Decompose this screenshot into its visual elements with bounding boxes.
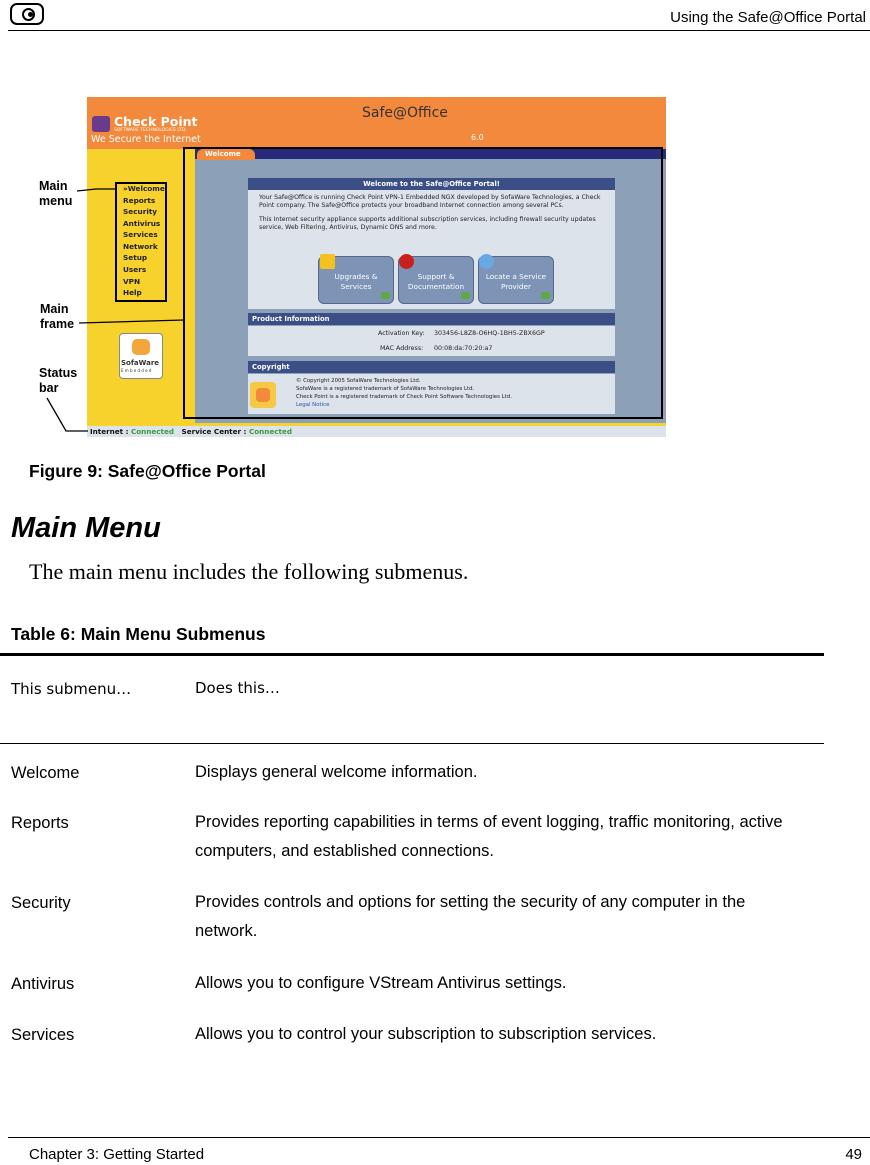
mac-address-label: MAC Address: bbox=[380, 345, 424, 352]
portal-brand: Check Point bbox=[114, 114, 198, 129]
portal-menu-item-services[interactable]: Services bbox=[123, 230, 158, 239]
welcome-paragraph-1: Your Safe@Office is running Check Point VPN-1 Embedded NGX developed by SofaWare Technologies, a Check Point company. The Safe@Office protects your broadband Internet connection among several PCs. bbox=[259, 194, 601, 209]
status-center-value: Connected bbox=[248, 427, 292, 436]
copyright-line: © Copyright 2005 SofaWare Technologies Ltd. bbox=[296, 378, 421, 384]
portal-status-bar bbox=[87, 426, 666, 437]
callout-main-menu: Main menu bbox=[39, 179, 73, 208]
table-row-desc: Allows you to configure VStream Antivirus settings. bbox=[195, 974, 567, 992]
welcome-panel-header: Welcome to the Safe@Office Portal! bbox=[248, 178, 615, 190]
footer-rule bbox=[8, 1137, 870, 1138]
table-row-name: Services bbox=[11, 1026, 75, 1044]
check-point-logo-icon bbox=[10, 3, 44, 25]
sofaware-logo-sub: E m b e d d e d bbox=[121, 368, 152, 373]
support-documentation-label: Support & Documentation bbox=[407, 272, 465, 291]
status-internet-label: Internet : bbox=[90, 427, 129, 436]
sofaware-logo-text: SofaWare bbox=[121, 359, 160, 367]
welcome-paragraph-2: This Internet security appliance supports additional subscription services, including firewall security updates service, Web Filtering, Antivirus, Dynamic DNS and more. bbox=[259, 216, 596, 231]
portal-menu-item-antivirus[interactable]: Antivirus bbox=[123, 219, 161, 228]
copyright-line: Check Point is a registered trademark of Check Point Software Technologies Ltd. bbox=[296, 394, 512, 400]
table-header-rule bbox=[0, 743, 824, 744]
table-row-desc: Allows you to control your subscription to subscription services. bbox=[195, 1025, 657, 1043]
check-point-brand-icon bbox=[92, 116, 110, 132]
portal-menu-item-network[interactable]: Network bbox=[123, 242, 158, 251]
status-center-label: Service Center : bbox=[181, 427, 247, 436]
portal-menu-item-vpn[interactable]: VPN bbox=[123, 277, 141, 286]
header-rule bbox=[8, 30, 870, 31]
portal-menu-item-users[interactable]: Users bbox=[123, 265, 147, 274]
copyright-line: SofaWare is a registered trademark of SofaWare Technologies Ltd. bbox=[296, 386, 475, 392]
copyright-header: Copyright bbox=[248, 361, 615, 373]
portal-menu-item-reports[interactable]: Reports bbox=[123, 196, 156, 205]
figure-caption: Figure 9: Safe@Office Portal bbox=[29, 461, 266, 481]
table-header-submenu: This submenu… bbox=[11, 680, 132, 698]
section-title: Main Menu bbox=[11, 512, 161, 544]
portal-menu-item-welcome[interactable]: »Welcome bbox=[123, 184, 165, 193]
portal-slogan: We Secure the Internet bbox=[91, 134, 201, 145]
portal-menu-item-help[interactable]: Help bbox=[123, 288, 142, 297]
table-row-desc: Displays general welcome information. bbox=[195, 763, 478, 781]
intro-paragraph: The main menu includes the following submenus. bbox=[29, 559, 469, 584]
table-title: Table 6: Main Menu Submenus bbox=[11, 624, 266, 644]
main-frame-outline bbox=[183, 147, 663, 419]
portal-menu-item-security[interactable]: Security bbox=[123, 207, 158, 216]
table-top-rule bbox=[0, 653, 824, 656]
portal-screenshot bbox=[87, 97, 666, 437]
table-row-desc: Provides reporting capabilities in terms of event logging, traffic monitoring, active computers, and established connections. bbox=[195, 813, 783, 860]
portal-menu-item-setup[interactable]: Setup bbox=[123, 253, 148, 262]
table-row-name: Antivirus bbox=[11, 975, 75, 993]
locate-service-provider-label: Locate a Service Provider bbox=[485, 272, 547, 291]
table-row-name: Security bbox=[11, 894, 71, 912]
portal-brand-sub: SOFTWARE TECHNOLOGIES LTD. bbox=[114, 128, 187, 133]
activation-key-value: 303456-L8Z8-O6HQ-1BH5-ZBX6GP bbox=[434, 330, 545, 337]
portal-app-title: Safe@Office bbox=[362, 105, 448, 121]
footer-page-number: 49 bbox=[845, 1146, 862, 1163]
table-row-name: Welcome bbox=[11, 764, 80, 782]
legal-notice-link[interactable]: Legal Notice bbox=[296, 402, 330, 408]
product-info-header: Product Information bbox=[248, 313, 615, 325]
callout-main-frame: Main frame bbox=[40, 302, 75, 331]
upgrades-services-label: Upgrades & Services bbox=[334, 272, 378, 291]
table-row-desc: Provides controls and options for setting the security of any computer in the network. bbox=[195, 893, 746, 940]
activation-key-label: Activation Key: bbox=[378, 330, 425, 337]
portal-version: 6.0 bbox=[471, 133, 484, 142]
portal-tab-welcome[interactable]: Welcome bbox=[197, 149, 255, 160]
table-header-does: Does this… bbox=[195, 679, 280, 697]
callout-status-bar: Status bar bbox=[39, 366, 78, 395]
mac-address-value: 00:08:da:70:20:a7 bbox=[434, 345, 493, 352]
status-internet-value: Connected bbox=[130, 427, 175, 436]
running-header-title: Using the Safe@Office Portal bbox=[670, 9, 866, 26]
table-row-name: Reports bbox=[11, 814, 69, 832]
footer-chapter: Chapter 3: Getting Started bbox=[29, 1146, 205, 1163]
